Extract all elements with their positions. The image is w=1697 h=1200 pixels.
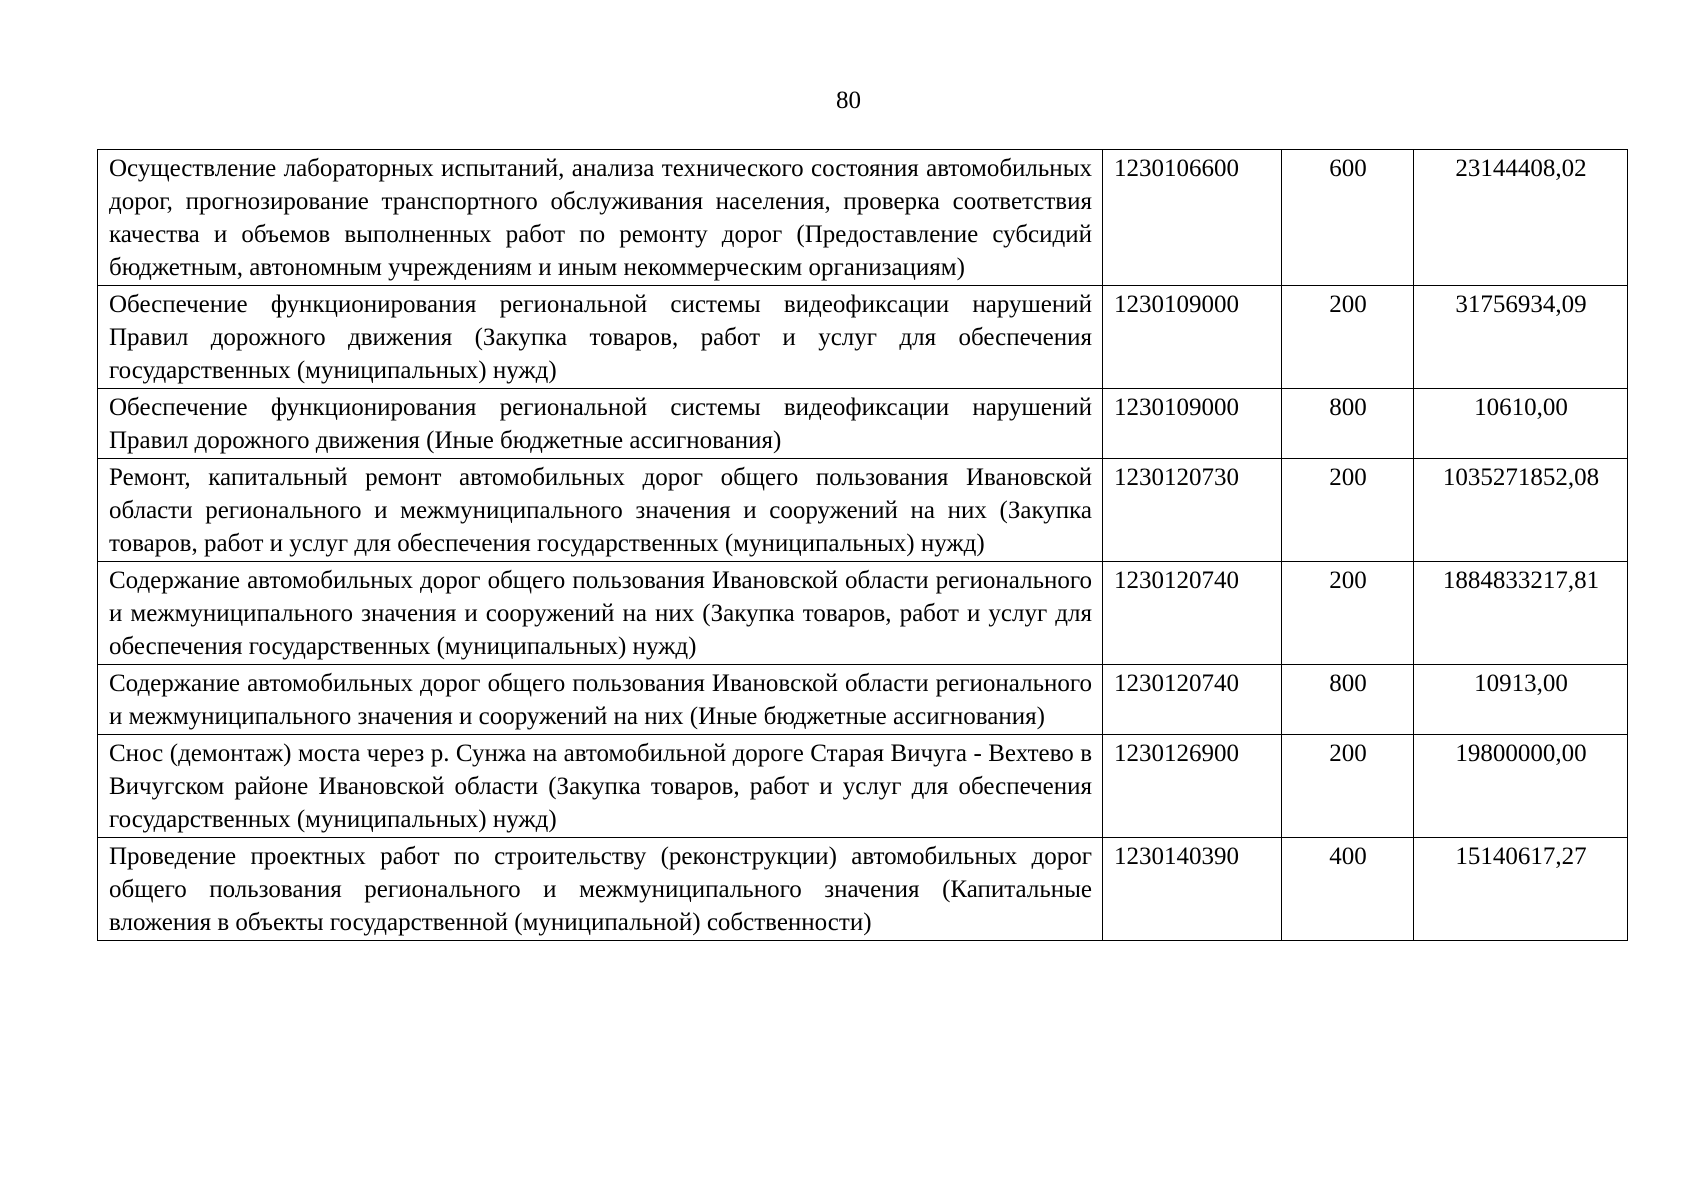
amount-cell: 1884833217,81 xyxy=(1414,562,1628,665)
expense-type-cell: 800 xyxy=(1282,389,1414,459)
table-row xyxy=(98,562,1628,665)
item-name-cell: Проведение проектных работ по строительству (реконструкции) автомобильных дорог общего пользования регионального и межмуниципального значения (Капитальные вложения в объекты государственной (муниципальной) собственности) xyxy=(98,838,1103,941)
amount-cell: 15140617,27 xyxy=(1414,838,1628,941)
item-name-cell: Снос (демонтаж) моста через р. Сунжа на автомобильной дороге Старая Вичуга - Вехтево в Вичугском районе Ивановской области (Закупка товаров, работ и услуг для обеспечения государственных (муниципальных) нужд) xyxy=(98,735,1103,838)
amount-cell: 10610,00 xyxy=(1414,389,1628,459)
item-name-cell: Содержание автомобильных дорог общего пользования Ивановской области регионального и межмуниципального значения и сооружений на них (Иные бюджетные ассигнования) xyxy=(98,665,1103,735)
amount-cell: 19800000,00 xyxy=(1414,735,1628,838)
expense-type-cell: 200 xyxy=(1282,562,1414,665)
table-row xyxy=(98,459,1628,562)
amount-cell: 31756934,09 xyxy=(1414,286,1628,389)
budget-table xyxy=(97,149,1628,941)
target-code-cell: 1230126900 xyxy=(1103,735,1282,838)
table-row xyxy=(98,150,1628,286)
target-code-cell: 1230140390 xyxy=(1103,838,1282,941)
target-code-cell: 1230120740 xyxy=(1103,665,1282,735)
expense-type-cell: 200 xyxy=(1282,459,1414,562)
amount-cell: 23144408,02 xyxy=(1414,150,1628,286)
table-row xyxy=(98,389,1628,459)
amount-cell: 10913,00 xyxy=(1414,665,1628,735)
table-row xyxy=(98,838,1628,941)
item-name-cell: Осуществление лабораторных испытаний, анализа технического состояния автомобильных дорог, прогнозирование транспортного обслуживания населения, проверка соответствия качества и объемов выполненных работ по ремонту дорог (Предоставление субсидий бюджетным, автономным учреждениям и иным некоммерческим организациям) xyxy=(98,150,1103,286)
expense-type-cell: 800 xyxy=(1282,665,1414,735)
budget-table-body xyxy=(98,150,1628,941)
expense-type-cell: 200 xyxy=(1282,735,1414,838)
target-code-cell: 1230120740 xyxy=(1103,562,1282,665)
item-name-cell: Обеспечение функционирования региональной системы видеофиксации нарушений Правил дорожного движения (Иные бюджетные ассигнования) xyxy=(98,389,1103,459)
target-code-cell: 1230120730 xyxy=(1103,459,1282,562)
expense-type-cell: 200 xyxy=(1282,286,1414,389)
target-code-cell: 1230109000 xyxy=(1103,389,1282,459)
target-code-cell: 1230106600 xyxy=(1103,150,1282,286)
expense-type-cell: 600 xyxy=(1282,150,1414,286)
item-name-cell: Содержание автомобильных дорог общего пользования Ивановской области регионального и межмуниципального значения и сооружений на них (Закупка товаров, работ и услуг для обеспечения государственных (муниципальных) нужд) xyxy=(98,562,1103,665)
expense-type-cell: 400 xyxy=(1282,838,1414,941)
amount-cell: 1035271852,08 xyxy=(1414,459,1628,562)
table-row xyxy=(98,665,1628,735)
target-code-cell: 1230109000 xyxy=(1103,286,1282,389)
item-name-cell: Обеспечение функционирования региональной системы видеофиксации нарушений Правил дорожного движения (Закупка товаров, работ и услуг для обеспечения государственных (муниципальных) нужд) xyxy=(98,286,1103,389)
table-row xyxy=(98,735,1628,838)
table-row xyxy=(98,286,1628,389)
page-number: 80 xyxy=(836,87,861,114)
item-name-cell: Ремонт, капитальный ремонт автомобильных дорог общего пользования Ивановской области регионального и межмуниципального значения и сооружений на них (Закупка товаров, работ и услуг для обеспечения государственных (муниципальных) нужд) xyxy=(98,459,1103,562)
